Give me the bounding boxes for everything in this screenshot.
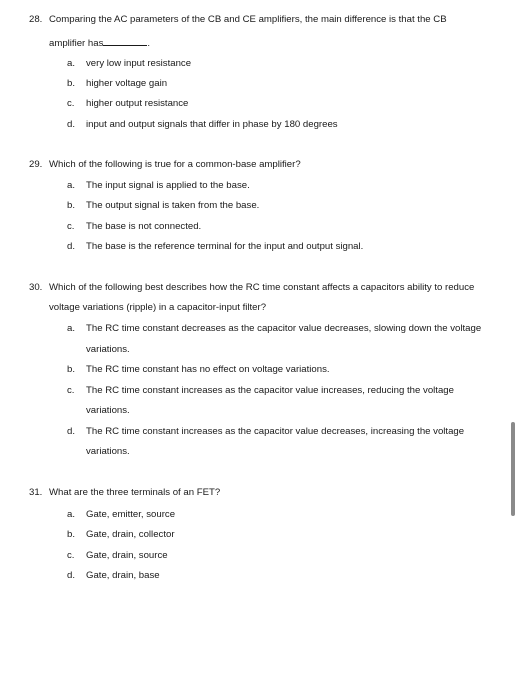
option-text: Gate, drain, source — [86, 550, 168, 561]
option-letter: b. — [67, 78, 76, 89]
question-text: What are the three terminals of an FET? — [49, 487, 221, 498]
option-text: The RC time constant increases as the capacitor value decreases, increasing the voltage — [86, 426, 465, 437]
option-letter: a. — [67, 58, 76, 69]
option-letter: d. — [67, 426, 76, 437]
question-number: 31. — [29, 487, 43, 498]
option-letter: b. — [67, 364, 76, 375]
option-letter: d. — [67, 241, 76, 252]
question-number: 28. — [29, 14, 43, 25]
option-text: The RC time constant decreases as the capacitor value decreases, slowing down the voltage — [86, 323, 482, 334]
option-text: Gate, drain, base — [86, 570, 160, 581]
option-text-continued: variations. — [86, 344, 130, 355]
option-text: input and output signals that differ in phase by 180 degrees — [86, 119, 338, 130]
question-text: Which of the following is true for a common-base amplifier? — [49, 159, 301, 170]
answer-blank — [103, 37, 147, 46]
option-letter: c. — [67, 221, 75, 232]
option-letter: d. — [67, 119, 76, 130]
option-text-continued: variations. — [86, 446, 130, 457]
option-letter: a. — [67, 509, 76, 520]
option-text: higher voltage gain — [86, 78, 168, 89]
question-text-continued: voltage variations (ripple) in a capacitor-input filter? — [49, 302, 267, 313]
option-text: The RC time constant increases as the capacitor value increases, reducing the voltage — [86, 385, 454, 396]
option-letter: d. — [67, 570, 76, 581]
option-text: The base is not connected. — [86, 221, 202, 232]
option-text: The output signal is taken from the base. — [86, 200, 260, 211]
option-text-continued: variations. — [86, 405, 130, 416]
option-letter: b. — [67, 200, 76, 211]
question-text: Comparing the AC parameters of the CB and CE amplifiers, the main difference is that the CB — [49, 14, 447, 25]
option-text: The input signal is applied to the base. — [86, 180, 250, 191]
question-text: Which of the following best describes how the RC time constant affects a capacitors ability to reduce — [49, 282, 475, 293]
option-letter: c. — [67, 98, 75, 109]
option-letter: b. — [67, 529, 76, 540]
option-letter: c. — [67, 550, 75, 561]
option-text: Gate, drain, collector — [86, 529, 175, 540]
vertical-scrollbar[interactable] — [511, 422, 515, 516]
option-letter: a. — [67, 180, 76, 191]
option-text: The RC time constant has no effect on voltage variations. — [86, 364, 330, 375]
question-text-prefix: amplifier has — [49, 38, 104, 49]
question-number: 30. — [29, 282, 43, 293]
question-number: 29. — [29, 159, 43, 170]
option-text: higher output resistance — [86, 98, 189, 109]
option-letter: c. — [67, 385, 75, 396]
option-letter: a. — [67, 323, 76, 334]
question-text-continued — [49, 37, 150, 49]
option-text: Gate, emitter, source — [86, 509, 176, 520]
question-text-suffix: . — [147, 38, 151, 49]
option-text: The base is the reference terminal for the input and output signal. — [86, 241, 364, 252]
option-text: very low input resistance — [86, 58, 192, 69]
